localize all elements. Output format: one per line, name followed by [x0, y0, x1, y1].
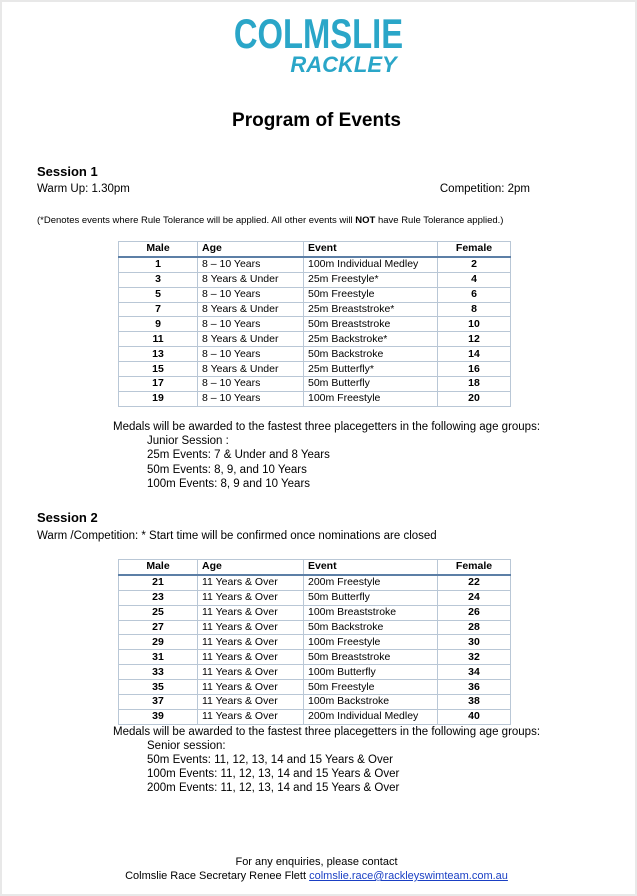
female-number: 38	[438, 695, 511, 710]
age-group: 11 Years & Over	[198, 680, 304, 695]
header-event: Event	[304, 242, 438, 257]
female-number: 4	[438, 272, 511, 287]
session-2-group: Senior session:	[147, 740, 226, 752]
age-group: 8 – 10 Years	[198, 347, 304, 362]
event-name: 25m Breaststroke*	[304, 302, 438, 317]
table-row	[119, 302, 511, 317]
session-1-line-2: 50m Events: 8, 9, and 10 Years	[147, 464, 307, 476]
male-number: 17	[119, 377, 198, 392]
session-1-table	[118, 241, 511, 407]
male-number: 7	[119, 302, 198, 317]
age-group: 8 – 10 Years	[198, 377, 304, 392]
female-number: 30	[438, 635, 511, 650]
female-number: 36	[438, 680, 511, 695]
age-group: 11 Years & Over	[198, 605, 304, 620]
age-group: 11 Years & Over	[198, 635, 304, 650]
session-1-title: Session 1	[37, 164, 98, 179]
table-row	[119, 695, 511, 710]
female-number: 14	[438, 347, 511, 362]
session-1-group: Junior Session :	[147, 435, 229, 447]
page-title: Program of Events	[232, 110, 401, 131]
event-name: 100m Freestyle	[304, 635, 438, 650]
header-female: Female	[438, 242, 511, 257]
event-name: 50m Breaststroke	[304, 317, 438, 332]
table-row	[119, 332, 511, 347]
male-number: 13	[119, 347, 198, 362]
event-name: 50m Freestyle	[304, 287, 438, 302]
table-row	[119, 377, 511, 392]
logo-sub-text: RACKLEY	[290, 52, 397, 77]
male-number: 25	[119, 605, 198, 620]
female-number: 12	[438, 332, 511, 347]
female-number: 18	[438, 377, 511, 392]
table-row	[119, 665, 511, 680]
table-row	[119, 620, 511, 635]
session-1-line-3: 100m Events: 8, 9 and 10 Years	[147, 478, 311, 490]
event-name: 25m Freestyle*	[304, 272, 438, 287]
table-row	[119, 680, 511, 695]
female-number: 8	[438, 302, 511, 317]
age-group: 11 Years & Over	[198, 709, 304, 724]
age-group: 11 Years & Over	[198, 575, 304, 590]
table-row	[119, 362, 511, 377]
event-name: 50m Backstroke	[304, 620, 438, 635]
footer-contact-name: Colmslie Race Secretary Renee Flett	[125, 870, 310, 882]
age-group: 11 Years & Over	[198, 590, 304, 605]
female-number: 6	[438, 287, 511, 302]
male-number: 9	[119, 317, 198, 332]
header-female: Female	[438, 560, 511, 575]
female-number: 40	[438, 709, 511, 724]
female-number: 28	[438, 620, 511, 635]
event-name: 100m Backstroke	[304, 695, 438, 710]
header-age: Age	[198, 560, 304, 575]
male-number: 29	[119, 635, 198, 650]
session-2-line-1: 50m Events: 11, 12, 13, 14 and 15 Years & Over	[147, 754, 393, 766]
male-number: 37	[119, 695, 198, 710]
table-row	[119, 635, 511, 650]
table-header-row	[119, 242, 511, 257]
session-2-table	[118, 559, 511, 725]
age-group: 8 Years & Under	[198, 362, 304, 377]
event-name: 50m Backstroke	[304, 347, 438, 362]
female-number: 26	[438, 605, 511, 620]
session-1-line-1: 25m Events: 7 & Under and 8 Years	[147, 449, 330, 461]
age-group: 11 Years & Over	[198, 665, 304, 680]
table-row	[119, 605, 511, 620]
event-name: 50m Butterfly	[304, 377, 438, 392]
female-number: 10	[438, 317, 511, 332]
table-row	[119, 575, 511, 590]
male-number: 39	[119, 709, 198, 724]
age-group: 8 – 10 Years	[198, 257, 304, 272]
female-number: 24	[438, 590, 511, 605]
table-header-row	[119, 560, 511, 575]
footer-line-2	[0, 870, 633, 882]
footer-line-1: For any enquiries, please contact	[235, 856, 398, 868]
event-name: 50m Breaststroke	[304, 650, 438, 665]
male-number: 1	[119, 257, 198, 272]
table-row	[119, 590, 511, 605]
event-name: 50m Freestyle	[304, 680, 438, 695]
contact-email-link[interactable]: colmslie.race@rackleyswimteam.com.au	[309, 870, 508, 882]
table-row	[119, 287, 511, 302]
male-number: 3	[119, 272, 198, 287]
male-number: 15	[119, 362, 198, 377]
male-number: 33	[119, 665, 198, 680]
session-2-line-3: 200m Events: 11, 12, 13, 14 and 15 Years & Over	[147, 782, 400, 794]
session-1-warmup: Warm Up: 1.30pm	[37, 183, 130, 195]
female-number: 32	[438, 650, 511, 665]
male-number: 11	[119, 332, 198, 347]
header-male: Male	[119, 560, 198, 575]
note-post: have Rule Tolerance applied.)	[375, 215, 504, 226]
header-age: Age	[198, 242, 304, 257]
male-number: 23	[119, 590, 198, 605]
event-name: 100m Breaststroke	[304, 605, 438, 620]
age-group: 8 – 10 Years	[198, 287, 304, 302]
note-bold: NOT	[355, 215, 376, 226]
session-1-competition: Competition: 2pm	[439, 183, 530, 195]
table-row	[119, 272, 511, 287]
note-pre: (*Denotes events where Rule Tolerance will be applied. All other events will	[37, 215, 356, 226]
age-group: 11 Years & Over	[198, 620, 304, 635]
age-group: 8 Years & Under	[198, 332, 304, 347]
age-group: 8 – 10 Years	[198, 391, 304, 406]
female-number: 20	[438, 391, 511, 406]
table-row	[119, 257, 511, 272]
age-group: 8 Years & Under	[198, 302, 304, 317]
event-name: 25m Backstroke*	[304, 332, 438, 347]
session-2-warmup: Warm /Competition: * Start time will be confirmed once nominations are closed	[37, 530, 437, 542]
female-number: 34	[438, 665, 511, 680]
age-group: 11 Years & Over	[198, 650, 304, 665]
logo-main-text: COLMSLIE	[233, 10, 404, 57]
event-name: 200m Individual Medley	[304, 709, 438, 724]
table-row	[119, 650, 511, 665]
header-event: Event	[304, 560, 438, 575]
event-name: 25m Butterfly*	[304, 362, 438, 377]
session-2-title: Session 2	[37, 510, 98, 525]
table-row	[119, 317, 511, 332]
male-number: 31	[119, 650, 198, 665]
session-1-medals-text: Medals will be awarded to the fastest three placegetters in the following age groups:	[113, 421, 541, 433]
male-number: 27	[119, 620, 198, 635]
male-number: 21	[119, 575, 198, 590]
female-number: 16	[438, 362, 511, 377]
male-number: 5	[119, 287, 198, 302]
table-row	[119, 709, 511, 724]
age-group: 8 Years & Under	[198, 272, 304, 287]
session-2-line-2: 100m Events: 11, 12, 13, 14 and 15 Years & Over	[147, 768, 400, 780]
rule-tolerance-note	[37, 215, 503, 226]
male-number: 19	[119, 391, 198, 406]
event-name: 100m Butterfly	[304, 665, 438, 680]
table-row	[119, 391, 511, 406]
event-name: 100m Individual Medley	[304, 257, 438, 272]
event-name: 200m Freestyle	[304, 575, 438, 590]
table-row	[119, 347, 511, 362]
age-group: 8 – 10 Years	[198, 317, 304, 332]
male-number: 35	[119, 680, 198, 695]
female-number: 2	[438, 257, 511, 272]
header-male: Male	[119, 242, 198, 257]
event-name: 100m Freestyle	[304, 391, 438, 406]
female-number: 22	[438, 575, 511, 590]
session-2-medals-text: Medals will be awarded to the fastest three placegetters in the following age groups:	[113, 726, 541, 738]
age-group: 11 Years & Over	[198, 695, 304, 710]
event-name: 50m Butterfly	[304, 590, 438, 605]
